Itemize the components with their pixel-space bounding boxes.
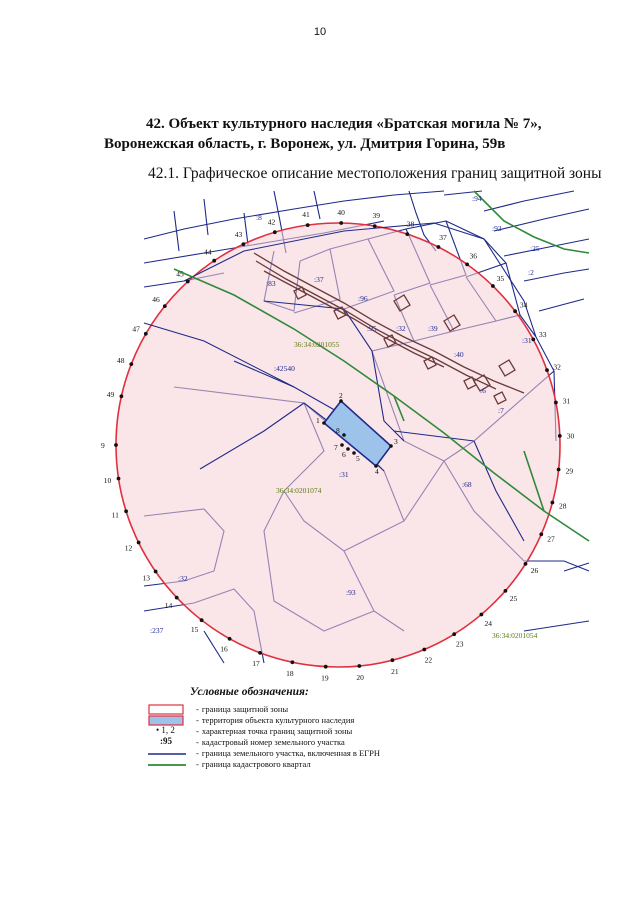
- boundary-point-label: 19: [321, 673, 329, 683]
- legend-item-boundary-point: • 1, 2 - характерная точка границ защитной зоны: [156, 725, 353, 736]
- boundary-point-label: 45: [176, 269, 184, 279]
- legend-label: кадастровый номер земельного участка: [201, 737, 345, 747]
- boundary-point-label: 21: [391, 666, 399, 676]
- boundary-point-label: 44: [204, 247, 212, 257]
- boundary-point: [137, 541, 141, 545]
- boundary-point-label: 16: [220, 644, 228, 654]
- boundary-point: [175, 596, 179, 600]
- boundary-point-label: 43: [234, 230, 243, 240]
- boundary-point: [144, 332, 148, 336]
- boundary-point: [273, 230, 277, 234]
- quarter-label: 36:34:0201074: [276, 486, 322, 495]
- boundary-point-label: 22: [424, 655, 433, 665]
- quarter-boundary-symbol: [148, 759, 186, 770]
- boundary-point: [117, 477, 121, 481]
- legend-item-heritage-territory: - территория объекта культурного наследия: [148, 715, 508, 727]
- boundary-point-label: 20: [356, 672, 364, 682]
- boundary-point: [504, 589, 508, 593]
- boundary-point-label: 5: [356, 454, 360, 463]
- legend-label: граница кадастрового квартал: [201, 759, 311, 769]
- boundary-point: [373, 224, 377, 228]
- parcel-label: :37: [314, 275, 324, 284]
- parcel-label: :93: [492, 224, 502, 233]
- parcel-label: :95: [367, 324, 377, 333]
- parcel-label: :94: [472, 194, 482, 203]
- parcel-label: :96: [358, 294, 368, 303]
- boundary-point-label: 37: [439, 233, 447, 243]
- boundary-point: [465, 263, 469, 267]
- boundary-point: [258, 651, 262, 655]
- boundary-point-label: 12: [124, 543, 133, 553]
- legend-label: характерная точка границ защитной зоны: [201, 726, 353, 736]
- boundary-point: [422, 648, 426, 652]
- boundary-point-label: 10: [103, 476, 112, 486]
- boundary-point-label: 9: [101, 441, 105, 450]
- boundary-point-label: 7: [334, 443, 338, 452]
- boundary-point: [306, 223, 310, 227]
- boundary-point-label: 26: [530, 565, 539, 575]
- boundary-point: [186, 280, 190, 284]
- boundary-point: [357, 664, 361, 668]
- quarter-label: 36:34:0201055: [294, 340, 340, 349]
- boundary-point-label: 32: [553, 362, 561, 372]
- boundary-point: [242, 242, 246, 246]
- boundary-point-label: 8: [336, 426, 340, 435]
- boundary-point: [513, 309, 517, 313]
- boundary-point: [346, 447, 350, 451]
- legend-item-cadastral-number: :95 - кадастровый номер земельного участка: [160, 736, 345, 747]
- boundary-point-label: 47: [132, 324, 140, 334]
- legend-label: территория объекта культурного наследия: [201, 715, 355, 725]
- legend-item-quarter-boundary: - граница кадастрового квартал: [148, 759, 508, 771]
- boundary-point: [524, 562, 528, 566]
- boundary-point-label: 25: [509, 594, 518, 604]
- boundary-point-label: 18: [286, 669, 294, 678]
- parcel-label: :42540: [274, 364, 295, 373]
- page-number: 10: [313, 26, 327, 38]
- boundary-point: [437, 245, 441, 249]
- boundary-point: [200, 618, 204, 622]
- boundary-point: [545, 368, 549, 372]
- boundary-point: [228, 637, 232, 641]
- protection-zone-circle: [116, 223, 560, 667]
- protection-zone-map: [101, 191, 589, 683]
- boundary-point: [124, 509, 128, 513]
- parcel-boundary-symbol: [148, 748, 186, 759]
- boundary-point-symbol: • 1, 2: [156, 725, 175, 735]
- boundary-point-label: 40: [337, 208, 345, 217]
- boundary-point-label: 49: [106, 389, 115, 399]
- parcel-label: :7: [498, 406, 504, 415]
- boundary-point: [491, 284, 495, 288]
- boundary-point-label: 39: [372, 211, 380, 221]
- title-line-1: 42. Объект культурного наследия «Братская могила № 7»,: [146, 116, 542, 132]
- parcel-label: :8: [256, 213, 262, 222]
- parcel-label: :83: [266, 279, 276, 288]
- parcel-label: :31: [522, 336, 532, 345]
- parcel-label: :6: [480, 386, 486, 395]
- boundary-point-label: 35: [496, 274, 505, 284]
- parcel-label: :31: [339, 470, 349, 479]
- boundary-point-label: 23: [456, 639, 464, 649]
- boundary-point-label: 28: [559, 501, 567, 511]
- parcel-label: :2: [528, 268, 534, 277]
- boundary-point: [405, 232, 409, 236]
- boundary-point-label: 48: [117, 356, 125, 366]
- parcel-label: :93: [346, 588, 356, 597]
- boundary-point: [554, 401, 558, 405]
- boundary-point: [154, 570, 158, 574]
- boundary-point-label: 17: [252, 659, 260, 669]
- boundary-point-label: 13: [142, 573, 150, 583]
- parcel-label: :39: [428, 324, 438, 333]
- parcel-label: :25: [530, 244, 540, 253]
- boundary-point-label: 31: [562, 396, 571, 406]
- boundary-point-label: 46: [152, 295, 160, 305]
- boundary-point-label: 27: [547, 534, 555, 544]
- boundary-point: [120, 394, 124, 398]
- boundary-point: [558, 434, 562, 438]
- boundary-point-label: 6: [342, 450, 346, 459]
- boundary-point-label: 33: [539, 330, 547, 340]
- boundary-point-label: 4: [375, 467, 379, 476]
- boundary-point-label: 34: [519, 300, 528, 310]
- legend-item-zone-border: - граница защитной зоны: [148, 704, 508, 716]
- boundary-point: [322, 421, 326, 425]
- legend-title: Условные обозначения:: [190, 686, 309, 698]
- parcel-label: :32: [178, 574, 188, 583]
- cadastral-number-symbol: :95: [160, 736, 172, 746]
- boundary-point-label: 1: [316, 416, 320, 425]
- boundary-point-label: 24: [484, 618, 492, 628]
- boundary-point-label: 41: [302, 210, 310, 220]
- boundary-point-label: 15: [190, 624, 199, 634]
- parcel-label: :237: [150, 626, 164, 635]
- boundary-point: [291, 660, 295, 664]
- boundary-point: [452, 632, 456, 636]
- boundary-point: [389, 444, 393, 448]
- boundary-point-label: 42: [267, 217, 276, 227]
- boundary-point: [539, 532, 543, 536]
- boundary-point: [163, 304, 167, 308]
- legend-label: граница земельного участка, включенная в ЕГРН: [201, 748, 381, 758]
- boundary-point: [391, 658, 395, 662]
- boundary-point-label: 3: [394, 437, 398, 446]
- boundary-point-label: 14: [164, 601, 173, 611]
- parcel-label: :40: [454, 350, 464, 359]
- parcel-label: :68: [462, 480, 472, 489]
- boundary-point-label: 2: [339, 391, 343, 400]
- boundary-point: [212, 259, 216, 263]
- section-subtitle: 42.1. Графическое описание местоположения границ защитной зоны: [148, 165, 602, 182]
- boundary-point-label: 38: [406, 219, 415, 229]
- document-title: [104, 114, 604, 154]
- parcel-label: :32: [396, 324, 406, 333]
- legend-item-parcel-boundary: - граница земельного участка, включенная в ЕГРН: [148, 748, 508, 760]
- boundary-point: [557, 468, 561, 472]
- zone-border-symbol: [148, 704, 186, 715]
- boundary-point: [551, 501, 555, 505]
- legend-label: граница защитной зоны: [201, 704, 289, 714]
- boundary-point: [480, 613, 484, 617]
- boundary-point: [129, 362, 133, 366]
- title-line-2: Воронежская область, г. Воронеж, ул. Дмитрия Горина, 59в: [104, 136, 506, 152]
- boundary-point: [339, 221, 343, 225]
- quarter-label: 36:34:0201054: [492, 631, 538, 640]
- boundary-point: [342, 433, 346, 437]
- boundary-point-label: 29: [565, 466, 574, 476]
- boundary-point: [324, 665, 328, 669]
- boundary-point-label: 11: [111, 510, 119, 520]
- boundary-point: [531, 338, 535, 342]
- boundary-point-label: 30: [566, 431, 575, 441]
- boundary-point: [114, 443, 118, 447]
- boundary-point-label: 36: [469, 251, 477, 261]
- boundary-point: [340, 443, 344, 447]
